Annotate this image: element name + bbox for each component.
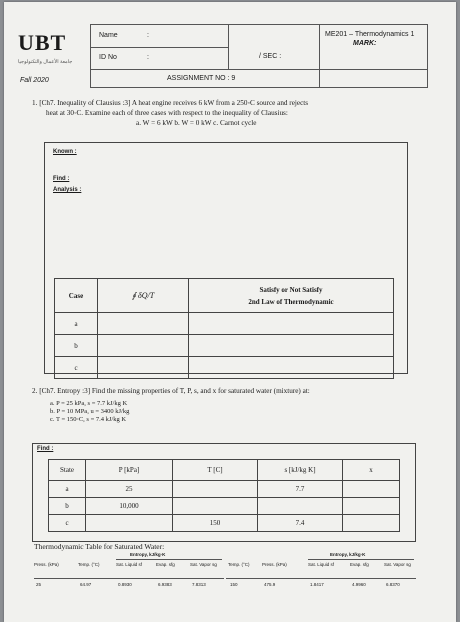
right-col-sf: Sat. Liquid sf: [308, 562, 335, 567]
q2-a: a. P = 25 kPa, s = 7.7 kJ/kg K: [50, 400, 128, 407]
right-col-sfg: Evap. sfg: [350, 562, 369, 567]
satisfy-header-line2: 2nd Law of Thermodynamic: [248, 297, 334, 306]
course-label: ME201 – Thermodynamics 1: [325, 31, 415, 38]
left-col-sf: Sat. Liquid sf: [116, 562, 143, 567]
q2-find-label: Find :: [37, 446, 54, 452]
name-label: Name: [99, 32, 118, 39]
t-c: 150: [173, 515, 258, 532]
cell-empty: [189, 313, 394, 335]
properties-table: [48, 459, 400, 532]
left-entropy-caption: Entropy, kJ/kg·K: [130, 552, 166, 557]
find-label: Find :: [53, 176, 70, 182]
q1-line1: 1. [Ch7. Inequality of Clausius :3] A heat engine receives 6 kW from a 250◦C source and rejects: [32, 99, 309, 107]
state-b: b: [49, 498, 86, 515]
satisfy-header-line1: Satisfy or Not Satisfy: [259, 285, 323, 294]
case-c: c: [55, 357, 98, 379]
s-c: 7.4: [258, 515, 343, 532]
known-label: Known :: [53, 149, 77, 155]
case-header: Case: [55, 279, 98, 313]
cell-empty: [98, 357, 189, 379]
left-col-temp: Temp. (°C): [78, 562, 100, 567]
left-col-press: Press. (kPa): [34, 562, 59, 567]
q2-b: b. P = 10 MPa, u = 3400 kJ/kg: [50, 408, 130, 415]
right-entropy-rule: [308, 559, 414, 560]
x-c: [343, 515, 400, 532]
cell-empty: [189, 357, 394, 379]
right-val-sf: 1.8417: [310, 582, 324, 587]
right-val-sfg: 4.9960: [352, 582, 366, 587]
analysis-label: Analysis :: [53, 187, 82, 193]
left-val-press: 25: [36, 582, 42, 587]
p-b: 10,000: [86, 498, 173, 515]
right-col-sg: Sat. Vapor sg: [384, 562, 411, 567]
left-val-sfg: 6.9383: [158, 582, 172, 587]
name-colon: :: [147, 32, 149, 39]
right-val-press: 475.9: [264, 582, 276, 587]
satisfy-header: [189, 279, 394, 313]
left-header-rule: [34, 578, 224, 579]
left-col-sfg: Evap. sfg: [156, 562, 175, 567]
p-c: [86, 515, 173, 532]
right-val-sg: 6.8370: [386, 582, 400, 587]
q2-text: [32, 386, 447, 424]
right-val-temp: 150: [230, 582, 238, 587]
assignment-label: ASSIGNMENT NO : 9: [167, 75, 236, 82]
state-a: a: [49, 481, 86, 498]
ubt-logo-subtitle: جامعة الأعمال والتكنولوجيا: [18, 59, 73, 65]
ubt-logo: UBT: [18, 30, 67, 55]
left-val-temp: 64.97: [80, 582, 92, 587]
q1-text: [32, 98, 442, 128]
q1-line2: heat at 30◦C. Examine each of three cases with respect to the inequality of Clausius:: [46, 109, 288, 117]
left-val-sf: 0.8930: [118, 582, 132, 587]
p-a: 25: [86, 481, 173, 498]
x-b: [343, 498, 400, 515]
clausius-table: [54, 278, 394, 379]
integral-header: ∮ δQ/T: [98, 279, 189, 313]
state-c: c: [49, 515, 86, 532]
left-val-sg: 7.8313: [192, 582, 206, 587]
cell-empty: [98, 335, 189, 357]
case-b: b: [55, 335, 98, 357]
right-col-temp: Temp. (°C): [228, 562, 250, 567]
s-b: [258, 498, 343, 515]
header-box: [90, 24, 428, 88]
id-colon: :: [147, 54, 149, 61]
s-a: 7.7: [258, 481, 343, 498]
x-a: [343, 481, 400, 498]
right-col-press: Press. (kPa): [262, 562, 287, 567]
q2-c: c. T = 150◦C, s = 7.4 kJ/kg K: [50, 416, 127, 423]
mark-label: MARK:: [353, 40, 377, 47]
assignment-sheet: [4, 2, 456, 622]
semester-label: Fall 2020: [20, 77, 49, 84]
case-a: a: [55, 313, 98, 335]
table-title: Thermodynamic Table for Saturated Water:: [34, 542, 165, 551]
id-label: ID No: [99, 54, 117, 61]
sec-label: / SEC :: [259, 53, 282, 60]
left-entropy-rule: [116, 559, 222, 560]
q1-line3: a. W = 6 kW b. W = 0 kW c. Carnot cycle: [136, 119, 257, 127]
cell-empty: [189, 335, 394, 357]
q2-line1: 2. [Ch7. Entropy :3] Find the missing properties of T, P, s, and x for saturated water (mixture) at:: [32, 387, 310, 395]
entropy-header: s [kJ/kg K]: [258, 460, 343, 481]
right-header-rule: [226, 578, 416, 579]
state-header: State: [49, 460, 86, 481]
pressure-header: P [kPa]: [86, 460, 173, 481]
temperature-header: T [C]: [173, 460, 258, 481]
right-entropy-caption: Entropy, kJ/kg·K: [330, 552, 366, 557]
quality-header: x: [343, 460, 400, 481]
left-col-sg: Sat. Vapor sg: [190, 562, 217, 567]
cell-empty: [98, 313, 189, 335]
t-b: [173, 498, 258, 515]
t-a: [173, 481, 258, 498]
